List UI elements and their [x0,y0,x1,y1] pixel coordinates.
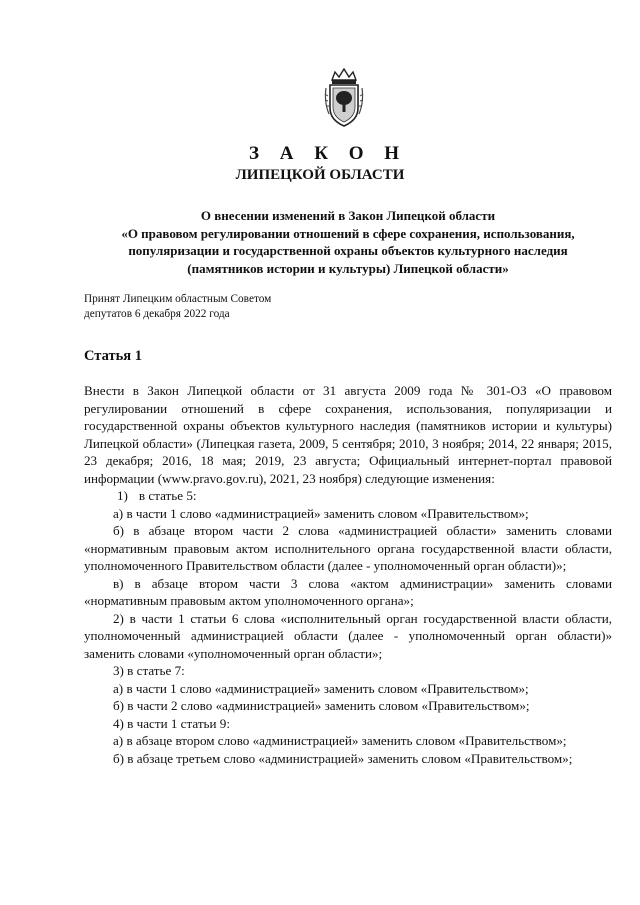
list-item: б) в части 2 слово «администрацией» заменить словом «Правительством»; [113,698,530,713]
subject-line: (памятников истории и культуры) Липецкой области» [187,260,509,276]
list-item: б) в абзаце втором части 2 слова «администрацией области» заменить словами «нормативным правовым актом исполнительного органа государственной власти области, уполномоченного Правительством области (далее - уполномоченный орган области)»; [84,523,612,573]
list-item: б) в абзаце третьем слово «администрацией» заменить словом «Правительством»; [113,750,573,766]
coat-of-arms-icon [323,66,365,128]
adoption-line: депутатов 6 декабря 2022 года [84,308,230,320]
adoption-line: Принят Липецким областным Советом [84,293,272,305]
adoption-note [84,292,484,322]
list-item: а) в абзаце втором слово «администрацией» заменить словом «Правительством»; [113,733,567,748]
list-item: 3) в статье 7: [113,663,185,678]
law-subject [84,207,612,277]
subject-line: О внесении изменений в Закон Липецкой области [200,208,496,223]
document-region: ЛИПЕЦКОЙ ОБЛАСТИ [235,167,405,183]
subject-line: «О правовом регулировании отношений в сфере сохранения, использования, [121,225,575,241]
item-text: в статье 5: [138,488,197,503]
intro-paragraph: Внести в Закон Липецкой области от 31 августа 2009 года № 301-ОЗ «О правовом регулировании отношений в сфере сохранения, использования, популяризации и государственной охраны объектов культурного наследия (памятников истории и культуры) Липецкой области» (Липецкая газета, 2009, 5 сентября; 2010, 3 ноября; 2014, 22 января; 2015, 23 декабря; 2016, 18 мая; 2019, 23 августа; Официальный интернет-портал правовой информации (www.pravo.gov.ru), 2021, 23 ноября) следующие изменения: [84,383,612,486]
list-item: 2) в части 1 статьи 6 слова «исполнительный орган государственной власти области, уполномоченный администрацией области (далее - уполномоченный орган области)» заменить словами «уполномоченный орган области»; [84,610,612,661]
list-item: 4) в части 1 статьи 9: [113,715,230,731]
article-body [84,382,612,767]
list-item: а) в части 1 слово «администрацией» заменить словом «Правительством»; [113,505,529,521]
document-title: З А К О Н [248,143,408,164]
subject-line: популяризации и государственной охраны объектов культурного наследия [128,243,568,258]
list-item: в) в абзаце втором части 3 слова «актом администрации» заменить словами «нормативным правовым актом уполномоченного органа»; [84,575,612,608]
item-number: 1) [117,488,128,503]
list-item: а) в части 1 слово «администрацией» заменить словом «Правительством»; [113,680,529,696]
list-item [84,487,612,505]
article-heading: Статья 1 [84,348,142,364]
